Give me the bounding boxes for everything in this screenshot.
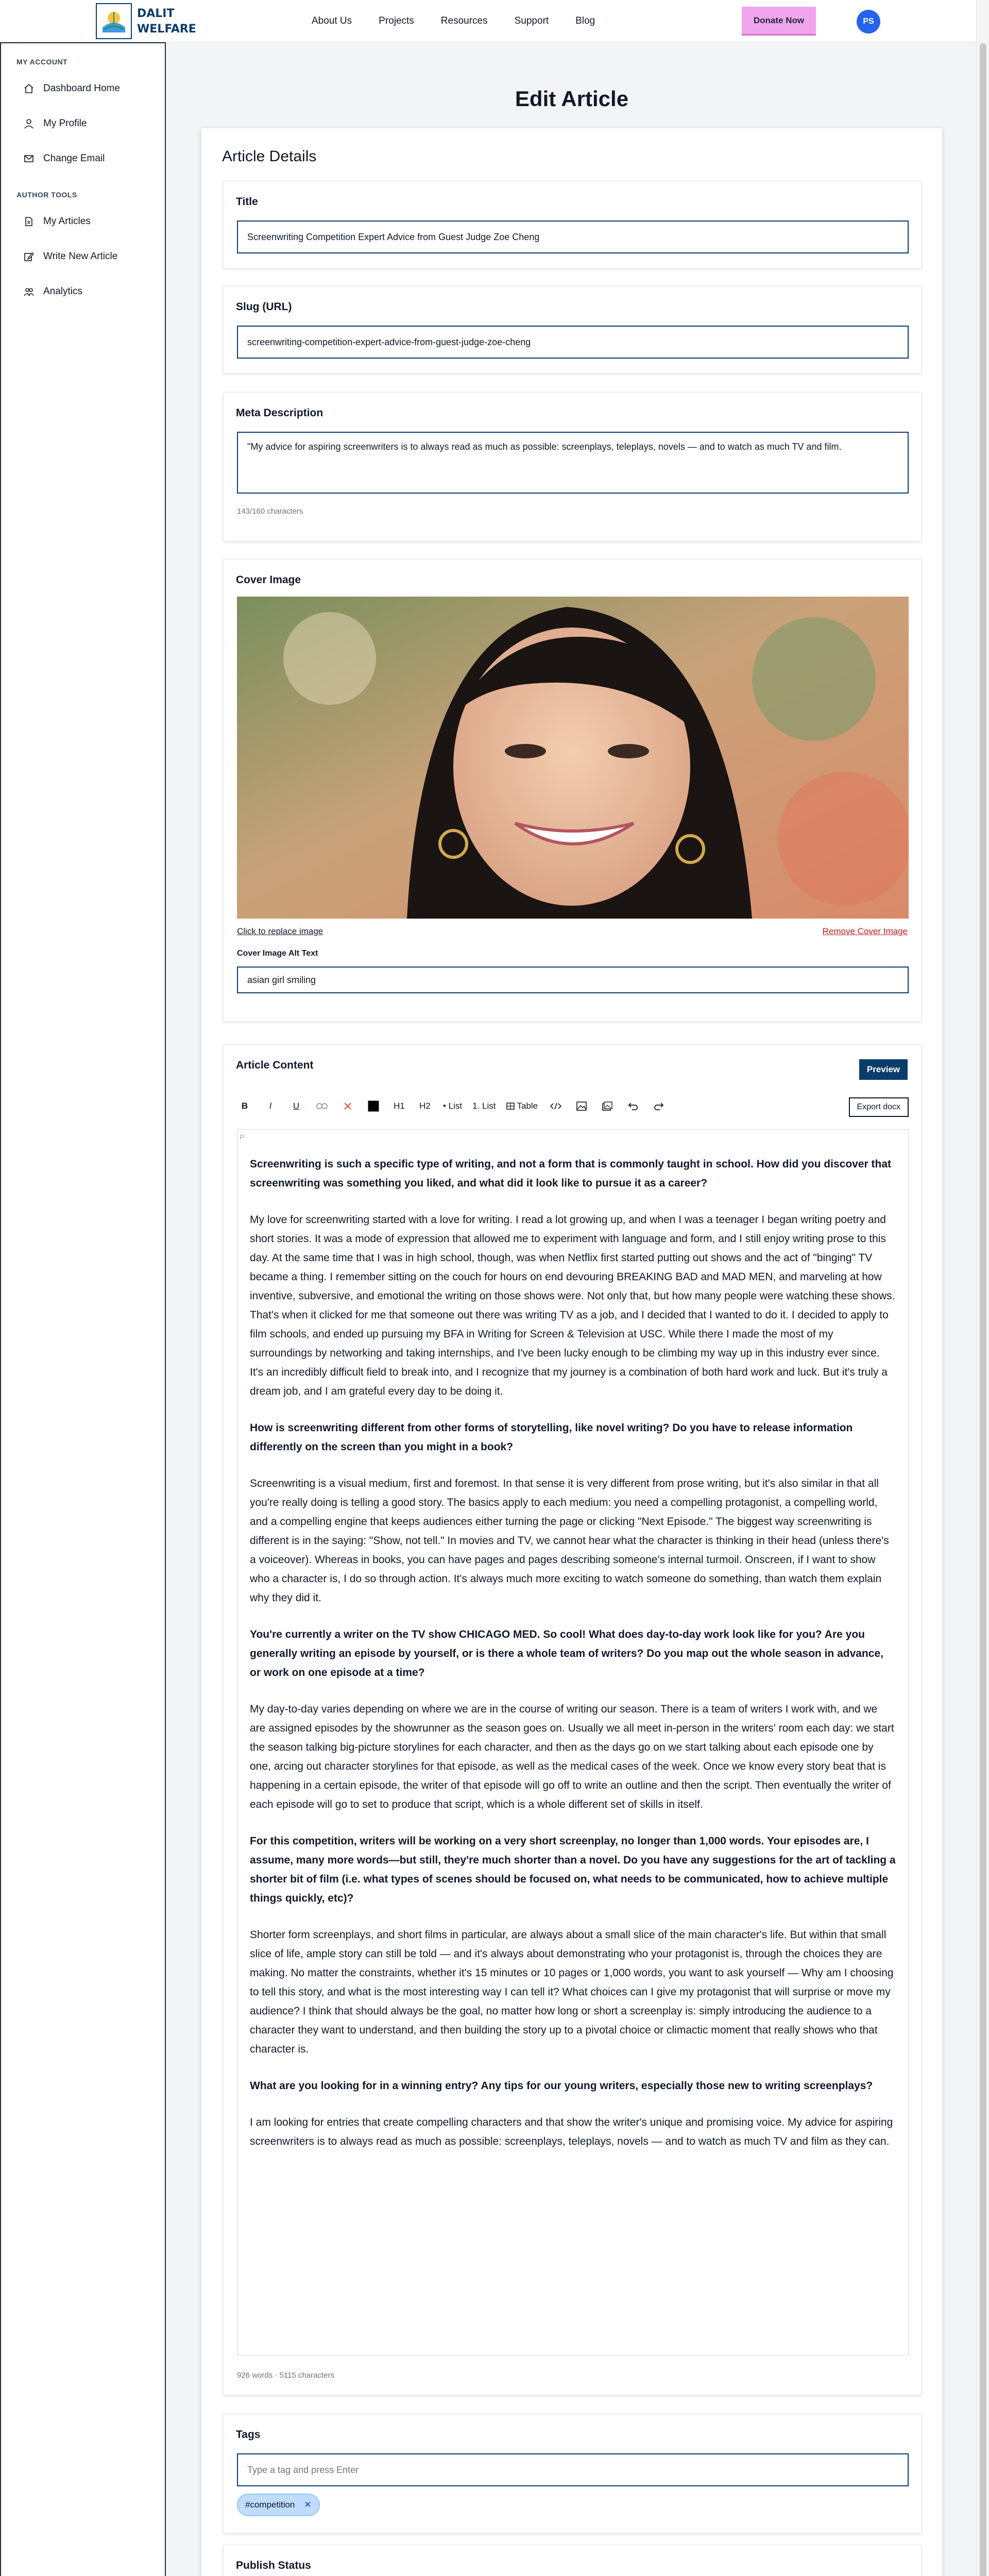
title-section xyxy=(223,181,922,268)
tags-section xyxy=(223,2414,922,2533)
title-label: Title xyxy=(236,196,258,208)
color-swatch-icon xyxy=(368,1100,379,1112)
sidebar-item-profile[interactable] xyxy=(1,106,165,141)
editor-question-paragraph: What are you looking for in a winning entry? Any tips for our young writers, especially those new to writing screenplays? xyxy=(250,2080,873,2092)
page-title: Edit Article xyxy=(515,87,629,111)
user-icon xyxy=(24,118,34,129)
article-details-heading: Article Details xyxy=(222,148,317,165)
bold-button[interactable]: B xyxy=(241,1101,248,1111)
users-icon xyxy=(24,286,34,297)
image-button[interactable] xyxy=(574,1097,589,1115)
cover-image-label: Cover Image xyxy=(236,574,301,586)
editor-question-paragraph: Screenwriting is such a specific type of writing, and not a form that is commonly taught in school. How did you discover that screenwriting was something you liked, and what did it look like to pursue it as a career? xyxy=(250,1158,891,1189)
italic-button[interactable]: I xyxy=(269,1101,272,1111)
article-content-label: Article Content xyxy=(236,1059,314,1071)
editor-answer-paragraph: My day-to-day varies depending on where we are in the course of writing our season. There is a team of writers I work with, and we are assigned episodes by the showrunner as the season goes on. Usually we all meet in-person in the writers' room each day: we start the season talking big-picture storylines for each character, and then as the days go on we start talking about each episode one by one, arcing out character storylines for that episode, as well as the medical cases of the week. Once we know every story beat that is happening in a certain episode, the writer of that episode will go off to write an outline and then the script. Then eventually the writer of each episode will go to set to produce that script, which is a whole different set of skills in itself. xyxy=(250,1703,894,1810)
main-nav xyxy=(312,0,622,42)
user-avatar[interactable]: PS xyxy=(857,10,880,33)
replace-image-link[interactable]: Click to replace image xyxy=(237,926,323,936)
sidebar-item-label: My Articles xyxy=(43,216,91,227)
numbered-list-button[interactable]: 1. List xyxy=(472,1101,496,1111)
editor-answer-paragraph: Shorter form screenplays, and short films in particular, are always about a small slice of the main character's life. But within that small slice of life, ample story can still be told — and it's always about demonstrating who your protagonist is, through the choices they are making. No matter the constraints, whether it's 15 minutes or 10 pages or 1,000 words, you want to ask yourself — Why am I choosing to tell this story, and what is the most interesting way I can tell it? What choices can I give my protagonist that will surprise or move my audience? I think that should always be the goal, no matter how long or short a screenplay is: simply introducing the audience to a character they want to understand, and then building the story up to a pivotal choice or climactic moment that really shows who that character is. xyxy=(250,1929,894,2055)
sidebar-item-label: Change Email xyxy=(43,153,105,164)
undo-button[interactable] xyxy=(625,1097,641,1115)
tag-chip xyxy=(237,2494,320,2516)
article-details-card xyxy=(201,128,943,2576)
meta-description-section xyxy=(223,392,922,541)
meta-character-count: 143/160 characters xyxy=(237,507,303,516)
scrollbar-thumb[interactable] xyxy=(980,43,986,2576)
editor-answer-paragraph: Screenwriting is a visual medium, first and foremost. In that sense it is very different from prose writing, but it's also similar in that all you're really doing is telling a good story. The basics apply to each medium: you need a compelling protagonist, a compelling world, and a compelling engine that keeps audiences either turning the page or clicking "Next Episode." The biggest way screenwriting is different is in the saying: "Show, not tell." In movies and TV, we cannot hear what the character is thinking in their head (unless there's a voiceover). Whereas in books, you can have pages and pages describing someone's internal turmoil. Onscreen, if I want to show who a character is, I do so through action. It's always much more exciting to watch someone do something, than watch them explain why they did it. xyxy=(250,1478,889,1604)
cover-image-section xyxy=(223,559,922,1022)
site-header xyxy=(0,0,989,42)
gallery-icon xyxy=(602,1101,612,1111)
nav-about-us[interactable]: About Us xyxy=(312,15,352,26)
publish-status-label: Publish Status xyxy=(236,2560,311,2571)
article-content-section xyxy=(223,1044,922,2395)
sidebar-item-dashboard[interactable] xyxy=(1,71,165,106)
nav-blog[interactable]: Blog xyxy=(575,15,595,26)
slug-input[interactable]: screenwriting-competition-expert-advice-from-guest-judge-zoe-cheng xyxy=(237,326,909,359)
export-docx-button[interactable]: Export docx xyxy=(849,1097,909,1117)
nav-projects[interactable]: Projects xyxy=(379,15,414,26)
meta-description-textarea[interactable]: "My advice for aspiring screenwriters is to always read as much as possible: screenplays, teleplays, novels — and to watch as much TV and film. xyxy=(237,432,909,494)
edit-icon xyxy=(24,251,34,262)
editor-answer-paragraph: I am looking for entries that create compelling characters and that show the writer's unique and promising voice. My advice for aspiring screenwriters is to always read as much as possible: screenplays, teleplays, novels — and to watch as much TV and film as they can. xyxy=(250,2116,893,2147)
editor-question-paragraph: You're currently a writer on the TV show CHICAGO MED. So cool! What does day-to-day work look like for you? Are you generally writing an episode by yourself, or is there a whole team of writers? Do you map out the whole season in advance, or work on one episode at a time? xyxy=(250,1629,883,1679)
sidebar-item-label: Dashboard Home xyxy=(43,83,120,94)
remove-cover-image-link[interactable]: Remove Cover Image xyxy=(822,926,908,936)
donate-now-button[interactable]: Donate Now xyxy=(742,7,816,36)
sidebar xyxy=(0,42,166,2576)
sidebar-item-write-new[interactable] xyxy=(1,239,165,274)
table-button[interactable] xyxy=(506,1097,538,1115)
underline-button[interactable]: U xyxy=(293,1101,300,1111)
sidebar-item-analytics[interactable] xyxy=(1,274,165,309)
tags-label: Tags xyxy=(236,2429,261,2441)
meta-description-label: Meta Description xyxy=(236,407,323,419)
unlink-button[interactable] xyxy=(340,1097,355,1115)
sidebar-item-my-articles[interactable] xyxy=(1,204,165,239)
mail-icon xyxy=(24,154,34,164)
editor-paragraph-marker: P xyxy=(240,1133,245,1141)
sidebar-item-label: Analytics xyxy=(43,286,83,297)
sidebar-item-label: Write New Article xyxy=(43,251,118,262)
article-editor[interactable] xyxy=(237,1129,909,2355)
editor-toolbar xyxy=(237,1094,909,1118)
redo-icon xyxy=(654,1102,664,1110)
word-character-count: 926 words · 5115 characters xyxy=(237,2371,334,2380)
site-logo-text: DALIT WELFARE xyxy=(137,7,196,36)
editor-answer-paragraph: My love for screenwriting started with a love for writing. I read a lot growing up, and when I was a teenager I began writing poetry and short stories. It was a mode of expression that allowed me to experiment with language and form, and I still enjoy writing prose to this day. At the same time that I was in high school, though, was when Netflix first started putting out shows and the act of "binging" TV became a thing. I remember sitting on the couch for hours on end devouring BREAKING BAD and MAD MEN, and marveling at how inventive, subversive, and emotional the writing on those shows were. Not only that, but how many people were watching these shows. That's when it clicked for me that someone out there was writing TV as a job, and I decided that I wanted to do it. I decided to apply to film schools, and ended up pursuing my BFA in Writing for Screen & Television at USC. While there I made the most of my surroundings by networking and taking internships, and I've been lucky enough to be climbing my way up in this industry ever since. It's an incredibly difficult field to break into, and I recognize that my journey is a combination of both hard work and luck. But it's truly a dream job, and I am grateful every day to be doing it. xyxy=(250,1214,895,1397)
sidebar-item-change-email[interactable] xyxy=(1,141,165,176)
gallery-button[interactable] xyxy=(600,1097,615,1115)
publish-status-section xyxy=(223,2545,922,2576)
link-button[interactable] xyxy=(314,1097,330,1115)
cover-image[interactable] xyxy=(237,597,909,919)
preview-button[interactable]: Preview xyxy=(859,1059,908,1080)
text-color-button[interactable] xyxy=(366,1097,381,1115)
home-icon xyxy=(24,83,34,94)
tag-input[interactable] xyxy=(237,2453,909,2486)
title-input[interactable]: Screenwriting Competition Expert Advice from Guest Judge Zoe Cheng xyxy=(237,221,909,253)
sidebar-heading-my-account: MY ACCOUNT xyxy=(16,58,68,66)
alt-text-label: Cover Image Alt Text xyxy=(237,949,318,958)
redo-button[interactable] xyxy=(651,1097,667,1115)
undo-icon xyxy=(628,1102,638,1110)
alt-text-input[interactable]: asian girl smiling xyxy=(237,967,909,993)
editor-question-paragraph: For this competition, writers will be working on a very short screenplay, no longer than 1,000 words. Your episodes are, I assume, many more words—but still, they're much shorter than a novel. Do you have any suggestions for the art of tackling a shorter bit of film (i.e. what types of scenes should be focused on, what needs to be communicated, how to achieve multiple things quickly, etc)? xyxy=(250,1835,896,1904)
table-icon xyxy=(506,1103,515,1110)
site-logo[interactable] xyxy=(96,3,132,39)
image-icon xyxy=(576,1101,587,1111)
slug-label: Slug (URL) xyxy=(236,301,292,313)
table-button-label: Table xyxy=(517,1101,538,1111)
sidebar-heading-author-tools: AUTHOR TOOLS xyxy=(16,191,77,199)
nav-support[interactable]: Support xyxy=(514,15,549,26)
remove-tag-icon[interactable]: ✕ xyxy=(304,2500,312,2510)
link-icon xyxy=(316,1103,328,1110)
nav-resources[interactable]: Resources xyxy=(440,15,488,26)
editor-question-paragraph: How is screenwriting different from other forms of storytelling, like novel writing? Do you have to release information differently on the screen than you might in a book? xyxy=(250,1422,853,1453)
unlink-icon xyxy=(344,1102,352,1110)
slug-section xyxy=(223,286,922,374)
tag-chip-label: #competition xyxy=(245,2500,295,2510)
code-button[interactable] xyxy=(548,1097,564,1115)
document-icon xyxy=(24,216,34,227)
code-icon xyxy=(550,1103,562,1110)
page-scrollbar[interactable] xyxy=(976,0,989,2576)
bullet-list-button[interactable]: • List xyxy=(443,1101,463,1111)
cover-photo-illustration xyxy=(237,597,909,919)
heading2-button[interactable]: H2 xyxy=(419,1101,431,1111)
sidebar-item-label: My Profile xyxy=(43,118,87,129)
heading1-button[interactable]: H1 xyxy=(394,1101,405,1111)
logo-emblem-icon xyxy=(99,7,128,36)
